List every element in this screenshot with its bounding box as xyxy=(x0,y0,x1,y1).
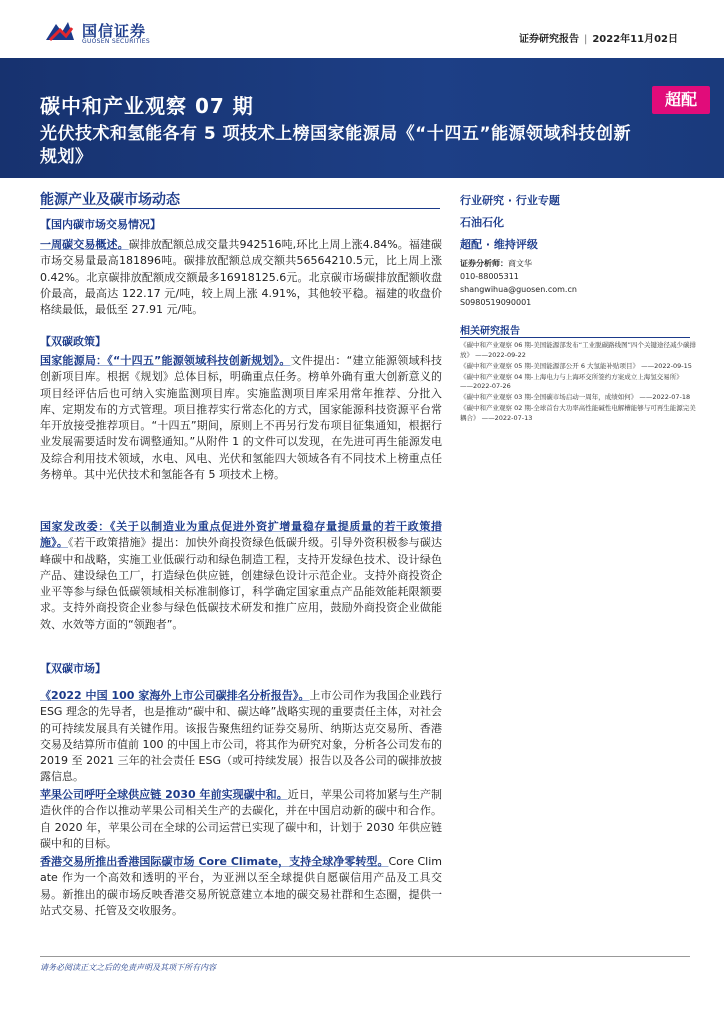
heading-policy: 【双碳政策】 xyxy=(40,335,106,348)
report-date: 2022年11月02日 xyxy=(592,34,678,45)
analyst-name: 商文华 xyxy=(508,259,532,268)
paragraph-carbon-ranking xyxy=(40,688,442,786)
related-report-item[interactable]: 《碳中和产业观察 04 期-上海电力与上海环交所签约方案成立上海氢交易所》 ——2022-07-26 xyxy=(460,372,683,390)
heading-market: 【双碳市场】 xyxy=(40,662,106,675)
paragraph-weekly-trading xyxy=(40,237,442,318)
paragraph-nea-plan xyxy=(40,353,442,483)
meta-separator: | xyxy=(583,34,588,45)
report-type: 证券研究报告 xyxy=(518,34,579,45)
related-report-item[interactable]: 《碳中和产业观察 02 期-全球首台大功率高性能碱性电解槽能够与可再生能源完美耦合》 ——2022-07-13 xyxy=(460,404,696,422)
related-report-item[interactable]: 《碳中和产业观察 03 期-全国碳市场启动一周年，成绩如何》 ——2022-07-18 xyxy=(460,393,691,401)
report-category: 行业研究 · 行业专题 xyxy=(460,194,560,207)
section-divider xyxy=(40,208,440,209)
analyst-phone: 010-88005311 xyxy=(460,272,519,281)
report-meta xyxy=(519,30,678,45)
report-subtitle: 光伏技术和氢能各有 5 项技术上榜国家能源局《“十四五”能源领域科技创新规划》 xyxy=(40,124,632,167)
rating-badge: 超配 xyxy=(652,86,710,114)
related-report-item[interactable]: 《碳中和产业观察 05 期-美国能源部公开 6 大氢能补贴项目》 ——2022-09-15 xyxy=(460,361,692,370)
paragraph-lead: 一周碳交易概述。 xyxy=(40,238,129,251)
analyst-certificate: S0980519090001 xyxy=(460,298,532,307)
heading-carbon-trading: 【国内碳市场交易情况】 xyxy=(40,218,161,231)
logo-chinese-name: 国信证券 xyxy=(82,22,147,40)
related-reports-divider xyxy=(460,337,690,338)
related-reports-list xyxy=(460,341,696,425)
industry-rating: 超配 · 维持评级 xyxy=(460,238,538,251)
paragraph-lead: 《2022 中国 100 家海外上市公司碳排名分析报告》。 xyxy=(40,689,310,702)
paragraph-lead: 国家发改委：《关于以制造业为重点促进外资扩增量稳存量提质量的若干政策措施》。 xyxy=(40,520,442,550)
section-title: 能源产业及碳市场动态 xyxy=(40,192,180,208)
related-reports-title: 相关研究报告 xyxy=(460,326,520,337)
industry-name: 石油石化 xyxy=(460,216,504,229)
paragraph-text: 碳排放配额总成交量共942516吨,环比上周上涨4.84%。福建碳市场交易量最高181896吨。碳排放配额总成交额共56564210.5元，比上周上涨0.42%。北京碳排放配额成交额最多16918125.6元。北京碳市场碳排放配额收盘价最高，最高达 122.17 元/吨，较上周上涨 4.91%，其他较平稳。福建的收盘价格续最低，最低至 27.91 元/吨。 xyxy=(40,238,443,317)
analyst-line xyxy=(460,258,690,269)
paragraph-text: Core Climate 作为一个高效和透明的平台，为亚洲以至全球提供自愿碳信用产品及工具交易。新推出的碳市场反映香港交易所锐意建立本地的碳交易社群和生态圈，提供一站式交易、托管及交收服务。 xyxy=(40,855,443,917)
paragraph-text: 文件提出：“建立能源领域科技创新项目库。根据《规划》总体目标，明确重点任务。榜单外确有重大创新意义的项目经评估后也可纳入实施监测项目库。实施监测项目库采用常年推荐、分批入库、定期发布的方式管理。项目推荐实行常态化的方式，国家能源科技资源平台常年开放接受推荐项目。“十四五”期间，原则上不再另行发布项目征集通知，根据行业发展需要适时发布调整通知。”从附件 1 的文件可以发现，在先进可再生能源发电及综合利用技术领域，水电、风电、光伏和氢能四大领域各有不同技术上榜重点任务榜单。其中光伏技术和氢能各有 5 项技术上榜。 xyxy=(40,354,442,482)
paragraph-lead: 国家能源局：《“十四五”能源领域科技创新规划》。 xyxy=(40,354,291,367)
footer-disclaimer: 请务必阅读正文之后的免责声明及其项下所有内容 xyxy=(40,963,216,972)
analyst-email[interactable]: shangwihua@guosen.com.cn xyxy=(460,285,577,294)
report-title: 碳中和产业观察 07 期 xyxy=(40,94,254,118)
paragraph-lead: 苹果公司呼吁全球供应链 2030 年前实现碳中和。 xyxy=(40,788,288,801)
paragraph-apple xyxy=(40,787,442,852)
paragraph-text: 《若干政策措施》提出：加快外商投资绿色低碳升级。引导外资积极参与碳达峰碳中和战略，实施工业低碳行动和绿色制造工程，支持开发绿色技术、设计绿色产品、建设绿色工厂，打造绿色供应链，创建绿色设计示范企业。支持外商投资企业平等参与绿色低碳领域相关标准制修订，科学确定国家重点产品能效能耗限额要求。支持外商投资企业参与绿色低碳技术研发和推广应用，鼓励外商投资企业做能效、水效等方面的“领跑者”。 xyxy=(40,536,442,631)
page-header xyxy=(0,0,724,58)
paragraph-text: 上市公司作为我国企业践行 ESG 理念的先导者，也是推动“碳中和、碳达峰”战略实现的重要责任主体，对社会的可持续发展具有关键作用。该报告聚焦纽约证券交易所、纳斯达克交易所、香港交易及结算所市值前 100 的中国上市公司，将其作为研究对象，分析各公司发布的 2019 至 2021 三年的社会责任 ESG（或可持续发展）报告以及各公司的碳排放披露信息。 xyxy=(40,689,442,784)
paragraph-lead: 香港交易所推出香港国际碳市场 Core Climate，支持全球净零转型。 xyxy=(40,855,389,868)
paragraph-text: 近日，苹果公司将加紧与生产制造伙伴的合作以推动苹果公司相关生产的去碳化，并在中国启动新的碳中和合作。自 2020 年，苹果公司在全球的公司运营已实现了碳中和，计划于 2030 年供应链碳中和的目标。 xyxy=(40,788,442,850)
analyst-label: 证券分析师： xyxy=(460,259,508,268)
paragraph-ndrc-measures xyxy=(40,519,442,633)
guosen-logo xyxy=(44,18,168,46)
logo-english-name: GUOSEN SECURITIES xyxy=(82,38,151,45)
footer-divider xyxy=(40,956,690,957)
guosen-logo-icon xyxy=(44,18,76,46)
related-report-item[interactable]: 《碳中和产业观察 06 期-美国能源部发布“工业脱碳路线图”四个关键途径减少碳排放》 ——2022-09-22 xyxy=(460,341,696,359)
paragraph-hkex xyxy=(40,854,442,919)
